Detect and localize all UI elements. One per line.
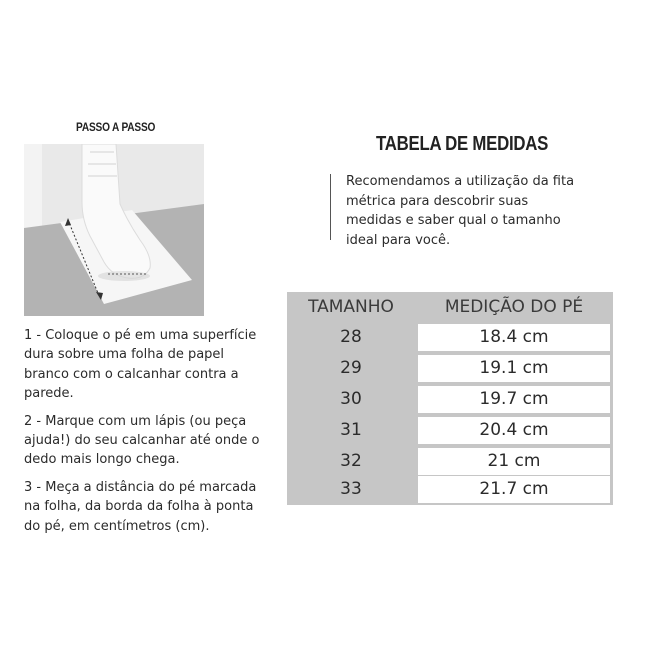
instructions: [24, 326, 264, 544]
step-3: 3 - Meça a distância do pé marcada na folha, da borda da folha à ponta do pé, em centímetros (cm).: [24, 479, 257, 534]
step-2: 2 - Marque com um lápis (ou peça ajuda!) do seu calcanhar até onde o dedo mais longo chega.: [24, 413, 260, 468]
measure-cell: 19.7 cm: [418, 386, 610, 413]
size-cell: 28: [340, 327, 362, 347]
foot-measuring-illustration: [24, 144, 204, 316]
measure-cell: 20.4 cm: [418, 417, 610, 444]
intro-text: Recomendamos a utilização da fita métrica para descobrir suas medidas e saber qual o tamanho ideal para você.: [346, 174, 575, 248]
step-1: 1 - Coloque o pé em uma superfície dura sobre uma folha de papel branco com o calcanhar contra a parede.: [24, 328, 257, 402]
size-cell: 31: [340, 420, 362, 440]
table-row: [287, 446, 613, 477]
measure-cell: 19.1 cm: [418, 355, 610, 382]
size-cell: 30: [340, 389, 362, 409]
table-row: [287, 322, 613, 353]
table-row: [287, 474, 613, 505]
step-by-step-title: PASSO A PASSO: [76, 122, 156, 134]
size-cell: 32: [340, 451, 362, 471]
measure-cell: 21 cm: [418, 448, 610, 475]
table-row: [287, 384, 613, 415]
size-cell: 33: [340, 479, 362, 499]
measure-cell: 18.4 cm: [418, 324, 610, 351]
table-row: [287, 353, 613, 384]
measure-cell: 21.7 cm: [418, 476, 610, 503]
intro-divider: [330, 174, 331, 240]
header-measurement: MEDIÇÃO DO PÉ: [444, 297, 584, 317]
size-table-title: TABELA DE MEDIDAS: [376, 133, 549, 155]
size-cell: 29: [340, 358, 362, 378]
size-table: [287, 292, 613, 505]
foot-measuring-photo: [24, 144, 204, 316]
header-size: TAMANHO: [308, 297, 394, 317]
table-row: [287, 415, 613, 446]
